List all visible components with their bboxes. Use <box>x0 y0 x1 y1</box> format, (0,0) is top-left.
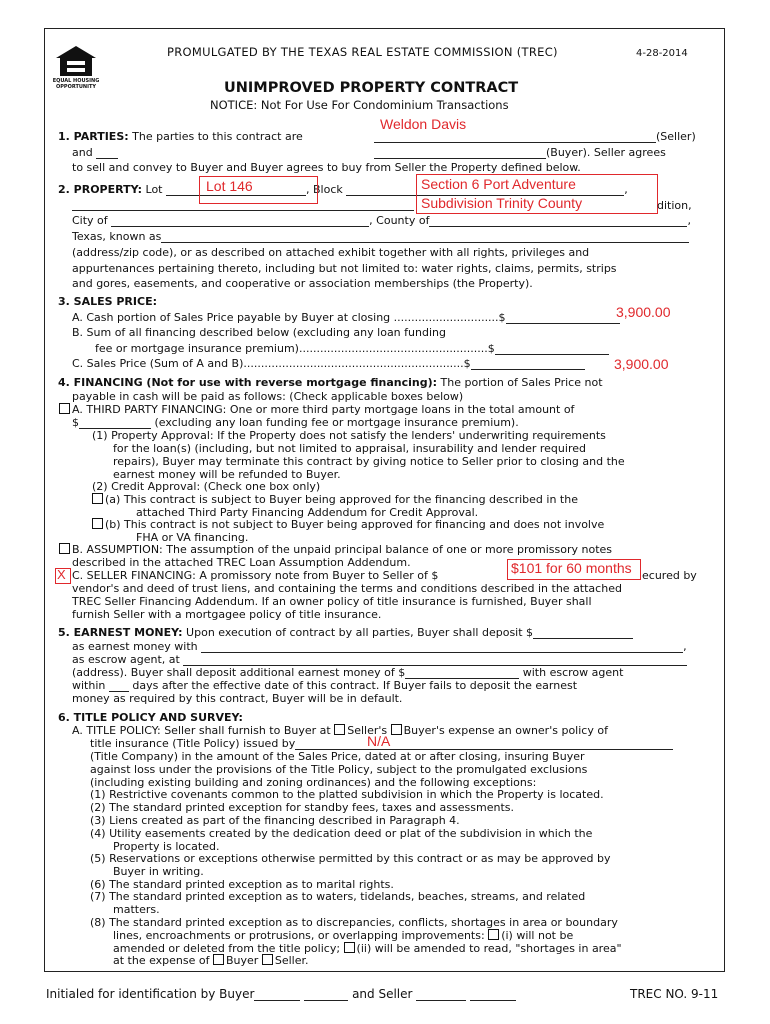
sales-price-fill[interactable]: 3,900.00 <box>614 356 669 372</box>
third-party-line-1: A. THIRD PARTY FINANCING: One or more third party mortgage loans in the total amount of <box>59 403 574 416</box>
earnest-line-2: as earnest money with , <box>72 640 687 653</box>
credit-approval-b1: (b) This contract is not subject to Buyer being approved for financing and does not involve <box>92 518 604 531</box>
property-line-4: Texas, known as <box>72 230 689 243</box>
seller-financing-line-3: TREC Seller Financing Addendum. If an owner policy of title insurance is furnished, Buyer shall <box>72 595 592 608</box>
property-approval-3: repairs), Buyer may terminate this contract by giving notice to Seller prior to closing and the <box>113 455 625 468</box>
seller-financing-line-4: furnish Seller with a mortgagee policy of title insurance. <box>72 608 382 621</box>
exception-8d: at the expense of Buyer Seller. <box>113 954 309 967</box>
block-fill-line-2[interactable]: Subdivision Trinity County <box>421 195 583 211</box>
exception-8a: (8) The standard printed exception as to discrepancies, conflicts, shortages in area or boundary <box>90 916 618 929</box>
block-fill-line-1[interactable]: Section 6 Port Adventure <box>421 176 576 192</box>
earnest-line-4: (address). Buyer shall deposit additional earnest money of $ with escrow agent <box>72 666 624 679</box>
seller-financing-amount[interactable]: $101 for 60 months <box>511 560 632 576</box>
form-title: UNIMPROVED PROPERTY CONTRACT <box>224 80 519 96</box>
not-amended-checkbox[interactable] <box>488 929 499 940</box>
seller-field: (Seller) <box>374 130 696 143</box>
sales-price-b2: fee or mortgage insurance premium)......................................................$ <box>95 342 609 355</box>
seller-financing-line-2: vendor's and deed of trust liens, and containing the terms and conditions described in the attached <box>72 582 622 595</box>
seller-financing-mark[interactable]: X <box>57 567 66 582</box>
credit-approval-a1: (a) This contract is subject to Buyer being approved for the financing described in the <box>92 493 578 506</box>
exception-4b: Property is located. <box>113 840 220 853</box>
title-line-2: title insurance (Title Policy) issued by <box>90 737 673 750</box>
cash-portion-fill[interactable]: 3,900.00 <box>616 304 671 320</box>
third-party-checkbox[interactable] <box>59 403 70 414</box>
credit-a-checkbox[interactable] <box>92 493 103 504</box>
parties-line-2: and <box>72 146 118 159</box>
form-date: 4-28-2014 <box>636 48 688 59</box>
exception-6: (6) The standard printed exception as to marital rights. <box>90 878 394 891</box>
trec-number: TREC NO. 9-11 <box>630 987 719 1001</box>
sales-price-a: A. Cash portion of Sales Price payable by Buyer at closing ..............................$ <box>72 311 620 324</box>
earnest-heading: 5. EARNEST MONEY: Upon execution of contract by all parties, Buyer shall deposit $ <box>58 626 633 639</box>
financing-line-2: payable in cash will be paid as follows: (Check applicable boxes below) <box>72 390 464 403</box>
sellers-expense-checkbox[interactable] <box>334 724 345 735</box>
financing-heading: 4. FINANCING (Not for use with reverse mortgage financing): The portion of Sales Price not <box>58 376 603 389</box>
sales-price-heading: 3. SALES PRICE: <box>58 295 157 308</box>
seller-financing-line-1b: ecured by <box>642 569 697 582</box>
seller-name-fill[interactable]: Weldon Davis <box>380 116 467 132</box>
exception-5b: Buyer in writing. <box>113 865 204 878</box>
amended-checkbox[interactable] <box>344 942 355 953</box>
earnest-line-5: within days after the effective date of this contract. If Buyer fails to deposit the earnest <box>72 679 578 692</box>
property-line-2 <box>72 198 414 211</box>
exception-3: (3) Liens created as part of the financing described in Paragraph 4. <box>90 814 460 827</box>
exception-7b: matters. <box>113 903 160 916</box>
title-line-5: (including existing building and zoning ordinances) and the following exceptions: <box>90 776 537 789</box>
expense-seller-checkbox[interactable] <box>262 954 273 965</box>
assumption-line-2: described in the attached TREC Loan Assumption Addendum. <box>72 556 411 569</box>
promulgated-line: PROMULGATED BY THE TEXAS REAL ESTATE COMMISSION (TREC) <box>167 45 558 59</box>
title-line-1: A. TITLE POLICY: Seller shall furnish to Buyer at Seller's Buyer's expense an owner's policy of <box>72 724 608 737</box>
property-approval-1: (1) Property Approval: If the Property does not satisfy the lenders' underwriting requirements <box>92 429 606 442</box>
assumption-checkbox[interactable] <box>59 543 70 554</box>
property-line-7: and gores, easements, and cooperative or association memberships (the Property). <box>72 277 533 290</box>
earnest-line-3: as escrow agent, at <box>72 653 687 666</box>
addition-text: dition, <box>657 199 692 212</box>
sales-price-b1: B. Sum of all financing described below (excluding any loan funding <box>72 326 446 339</box>
parties-line-3: to sell and convey to Buyer and Buyer agrees to buy from Seller the Property defined below. <box>72 161 581 174</box>
exception-8c: amended or deleted from the title policy; (ii) will be amended to read, "shortages in area" <box>113 942 622 955</box>
equal-housing-text: EQUAL HOUSING OPPORTUNITY <box>52 78 100 90</box>
exception-4a: (4) Utility easements created by the dedication deed or plat of the subdivision in which the <box>90 827 593 840</box>
third-party-line-2: $ (excluding any loan funding fee or mortgage insurance premium). <box>72 416 519 429</box>
expense-buyer-checkbox[interactable] <box>213 954 224 965</box>
title-heading: 6. TITLE POLICY AND SURVEY: <box>58 711 243 724</box>
exception-5a: (5) Reservations or exceptions otherwise permitted by this contract or as may be approved by <box>90 852 611 865</box>
title-line-4: against loss under the provisions of the Title Policy, subject to the promulgated exclusions <box>90 763 588 776</box>
credit-approval: (2) Credit Approval: (Check one box only) <box>92 480 321 493</box>
title-company-fill[interactable]: N/A <box>367 733 391 749</box>
property-line-6: appurtenances pertaining thereto, including but not limited to: water rights, claims, permits, strips <box>72 262 617 275</box>
credit-approval-b2: FHA or VA financing. <box>136 531 249 544</box>
lot-fill[interactable]: Lot 146 <box>206 178 253 194</box>
exception-7a: (7) The standard printed exception as to waters, tidelands, beaches, streams, and related <box>90 890 586 903</box>
credit-b-checkbox[interactable] <box>92 518 103 529</box>
notice-line: NOTICE: Not For Use For Condominium Transactions <box>210 98 509 112</box>
property-line-5: (address/zip code), or as described on attached exhibit together with all rights, privileges and <box>72 246 590 259</box>
exception-8b: lines, encroachments or protrusions, or overlapping improvements: (i) will not be <box>113 929 574 942</box>
credit-approval-a2: attached Third Party Financing Addendum for Credit Approval. <box>136 506 479 519</box>
property-approval-4: earnest money will be refunded to Buyer. <box>113 468 341 481</box>
parties-line-1: 1. PARTIES: The parties to this contract are <box>58 130 303 143</box>
property-line-3: City of , County of , <box>72 214 691 227</box>
seller-financing-line-1a: C. SELLER FINANCING: A promissory note from Buyer to Seller of $ <box>72 569 439 582</box>
exception-1: (1) Restrictive covenants common to the platted subdivision in which the Property is located. <box>90 788 604 801</box>
sales-price-c: C. Sales Price (Sum of A and B)...............................................................$ <box>72 357 585 370</box>
title-line-3: (Title Company) in the amount of the Sales Price, dated at or after closing, insuring Buyer <box>90 750 585 763</box>
initialed-line: Initialed for identification by Buyer and Seller <box>46 987 516 1001</box>
buyers-expense-checkbox[interactable] <box>391 724 402 735</box>
exception-2: (2) The standard printed exception for standby fees, taxes and assessments. <box>90 801 514 814</box>
property-line-1: 2. PROPERTY: Lot , Block , <box>58 183 628 196</box>
assumption-line-1: B. ASSUMPTION: The assumption of the unpaid principal balance of one or more promissory notes <box>59 543 612 556</box>
buyer-field: (Buyer). Seller agrees <box>374 146 666 159</box>
property-approval-2: for the loan(s) (including, but not limited to appraisal, insurability and lender required <box>113 442 586 455</box>
earnest-line-6: money as required by this contract, Buyer will be in default. <box>72 692 403 705</box>
